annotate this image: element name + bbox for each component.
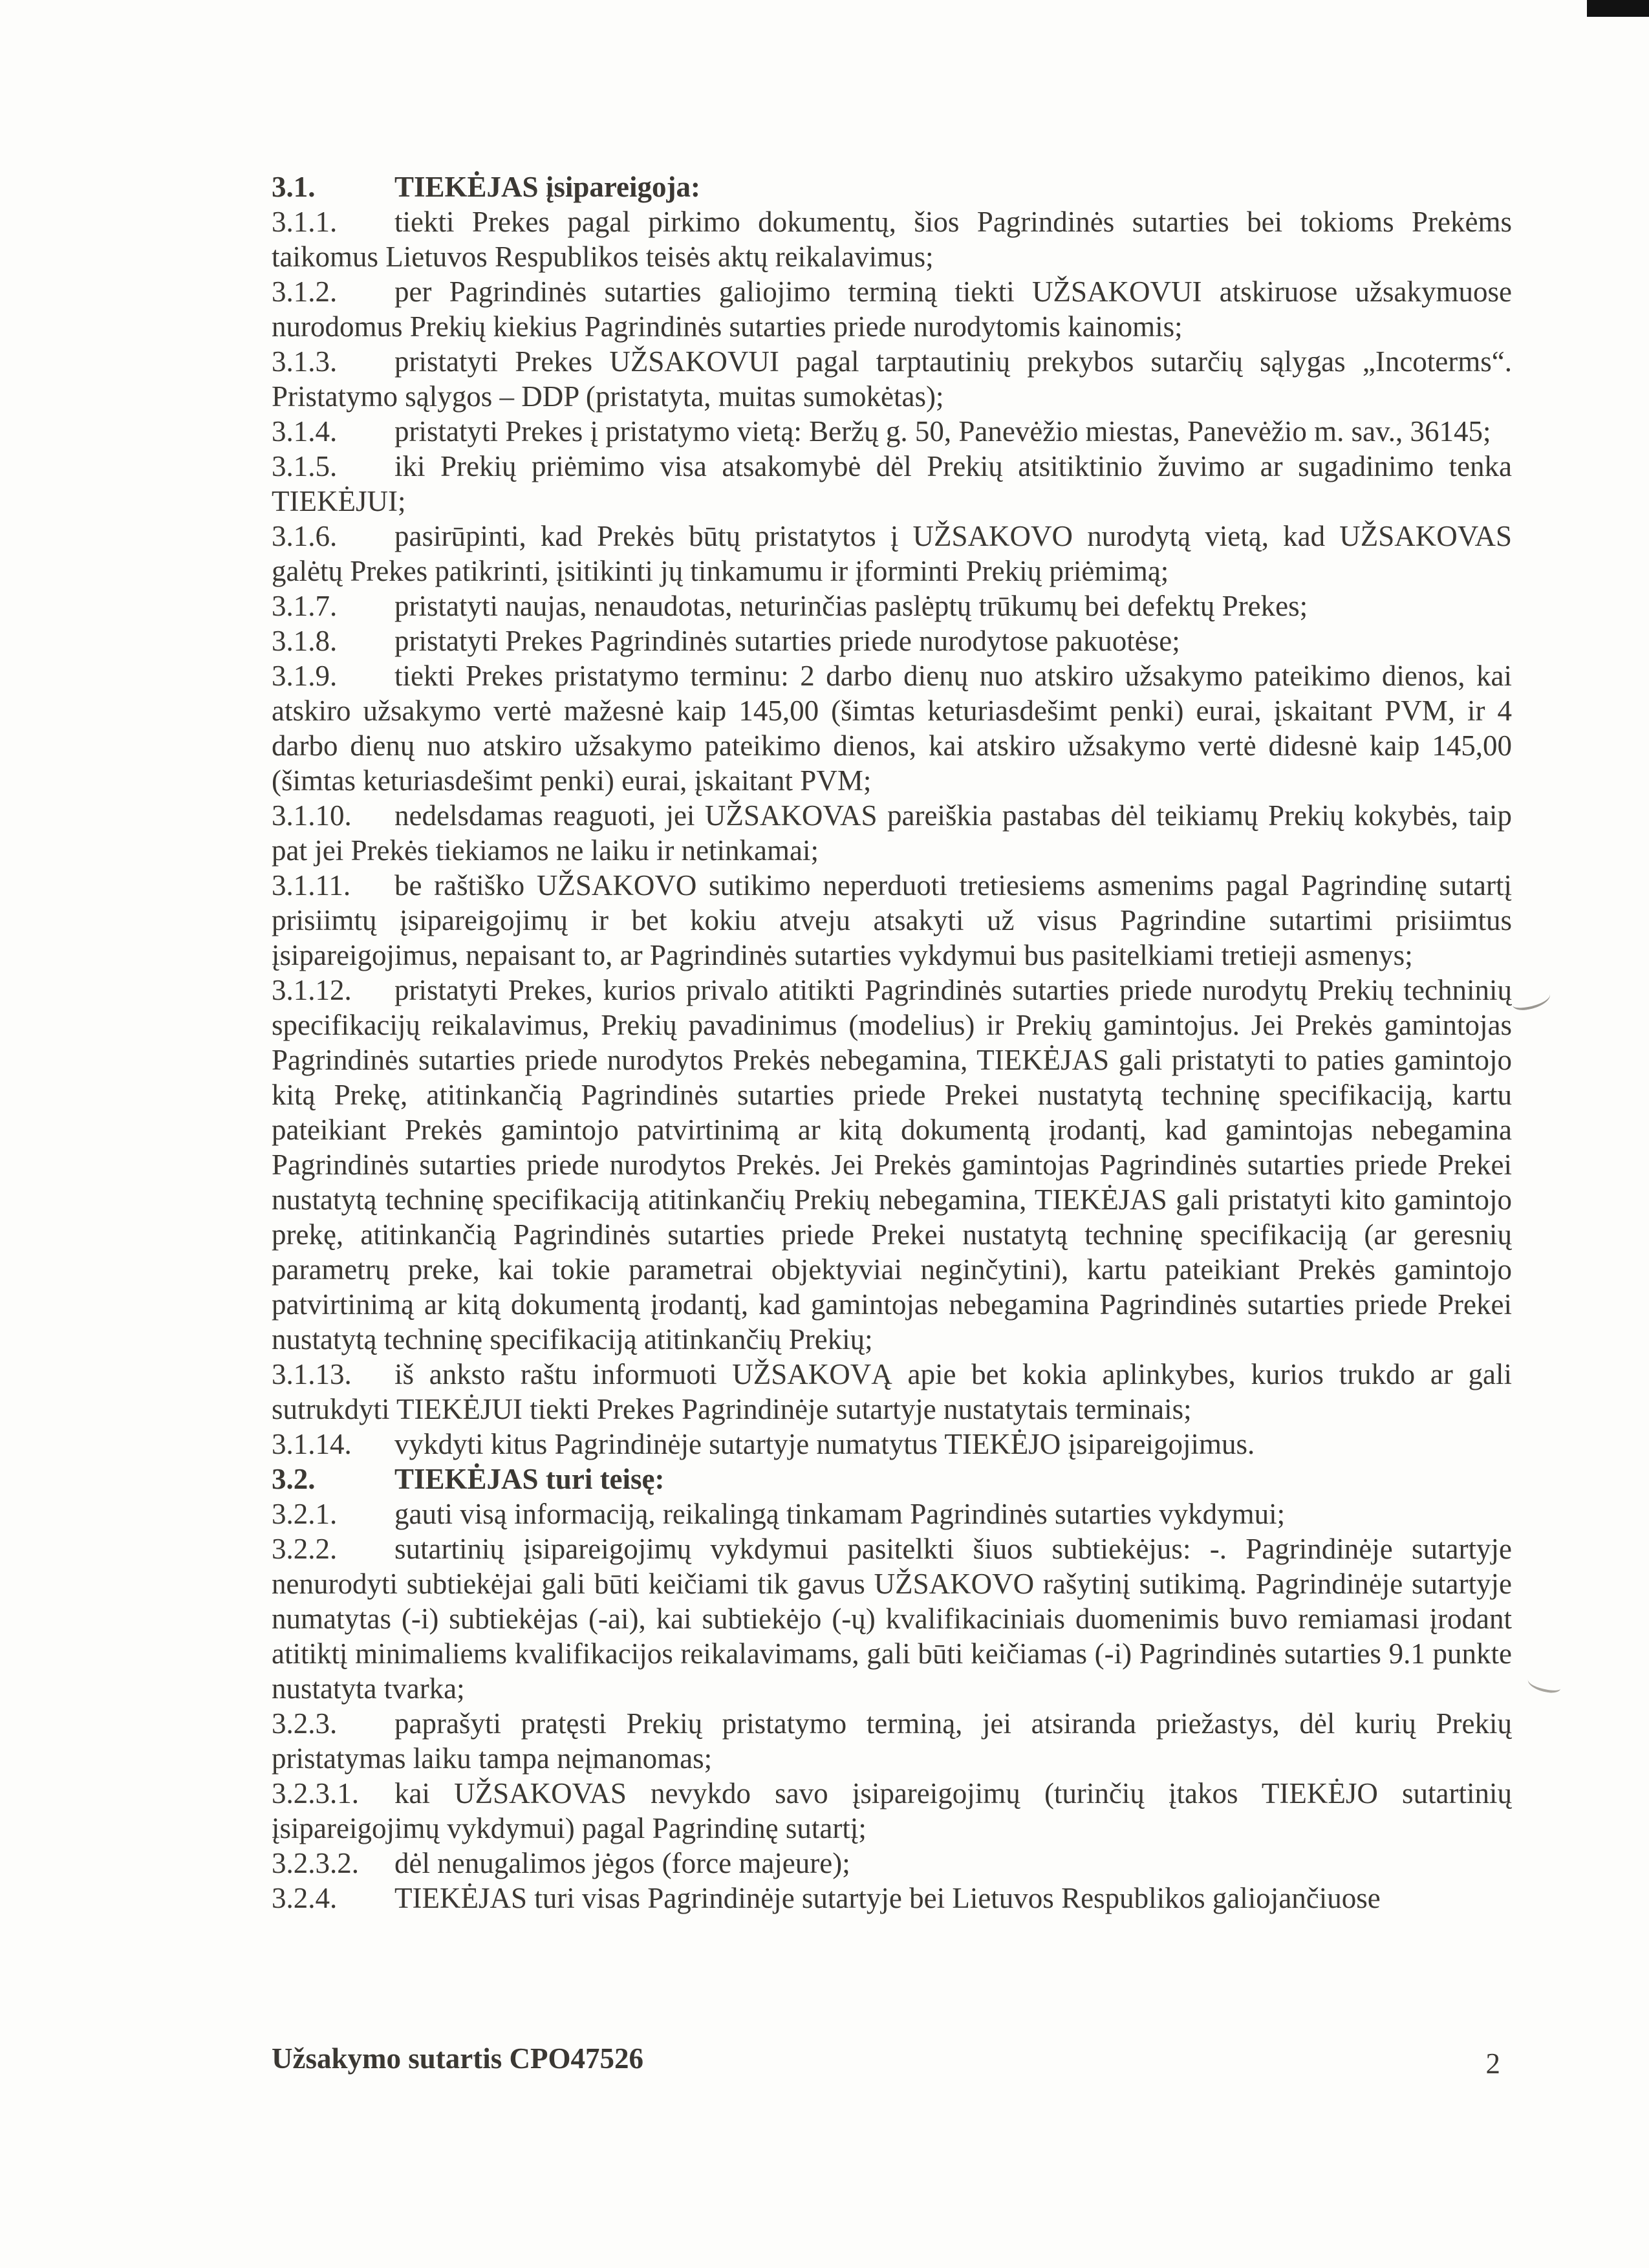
contract-clause-3-1-7: [272, 589, 1512, 623]
contract-body: [272, 169, 1512, 1916]
clause-number: 3.1.12.: [272, 974, 352, 1006]
contract-clause-3-1-8: [272, 623, 1512, 658]
clause-text: sutartinių įsipareigojimų vykdymui pasitelkti šiuos subtiekėjus: -. Pagrindinėje sutartyje nenurodyti subtiekėjai gali būti keičiami tik gavus UŽSAKOVO rašytinį sutikimą. Pagrindinėje sutartyje numatytas (-i) subtiekėjas (-ai), kai subtiekėjo (-ų) kvalifikaciniais duomenimis buvo remiamasi įrodant atitiktį minimaliems kvalifikacijos reikalavimams, gali būti keičiamas (-i) Pagrindinės sutarties 9.1 punkte nustatyta tvarka;: [272, 1533, 1512, 1705]
clause-text: pristatyti Prekes UŽSAKOVUI pagal tarptautinių prekybos sutarčių sąlygas „Incoterms“. Pristatymo sąlygos – DDP (pristatyta, muitas sumokėtas);: [272, 345, 1512, 413]
clause-text: TIEKĖJAS turi visas Pagrindinėje sutartyje bei Lietuvos Respublikos galiojančiuose: [394, 1882, 1381, 1914]
clause-number: 3.2.3.: [272, 1707, 338, 1740]
contract-clause-3-2-3-2: [272, 1846, 1512, 1881]
scan-noise-mark: [1526, 1674, 1562, 1694]
contract-clause-3-1-6: [272, 519, 1512, 589]
contract-clause-3-2: [272, 1462, 1512, 1496]
contract-clause-3-1-13: [272, 1357, 1512, 1427]
scan-artifact-corner-mark: [1587, 0, 1649, 17]
contract-clause-3-1-9: [272, 658, 1512, 798]
contract-clause-3-2-3: [272, 1706, 1512, 1776]
clause-number: 3.1.10.: [272, 799, 352, 832]
contract-clause-3-1-4: [272, 414, 1512, 449]
contract-clause-3-1-3: [272, 344, 1512, 414]
contract-clause-3-1: [272, 169, 1512, 204]
clause-text: pristatyti naujas, nenaudotas, neturinčias paslėptų trūkumų bei defektų Prekes;: [394, 590, 1308, 622]
clause-number: 3.2.: [272, 1463, 316, 1495]
contract-clause-3-1-11: [272, 868, 1512, 973]
clause-text: pristatyti Prekes, kurios privalo atitikti Pagrindinės sutarties priede nurodytų Prekių techninių specifikacijų reikalavimus, Prekių pavadinimus (modelius) ir Prekių gamintojus. Jei Prekės gamintojas Pagrindinės sutarties priede nurodytos Prekės nebegamina, TIEKĖJAS gali pristatyti to paties gamintojo kitą Prekę, atitinkančią Pagrindinės sutarties priede Prekei nustatytą techninę specifikaciją, kartu pateikiant Prekės gamintojo patvirtinimą ar kitą dokumentą įrodantį, kad gamintojas nebegamina Pagrindinės sutarties priede nurodytos Prekės. Jei Prekės gamintojas Pagrindinės sutarties priede Prekei nustatytą techninę specifikaciją atitinkančių Prekių nebegamina, TIEKĖJAS gali pristatyti kito gamintojo prekę, atitinkančią Pagrindinės sutarties priede Prekei nustatytą techninę specifikaciją (ar geresnių parametrų preke, kai tokie parametrai objektyviai neginčytini), kartu pateikiant Prekės gamintojo patvirtinimą ar kitą dokumentą įrodantį, kad gamintojas nebegamina Pagrindinės sutarties priede Prekei nustatytą techninę specifikaciją atitinkančių Prekių;: [272, 974, 1512, 1355]
contract-clause-3-2-1: [272, 1496, 1512, 1531]
clause-number: 3.2.4.: [272, 1882, 338, 1914]
clause-text: TIEKĖJAS įsipareigoja:: [394, 171, 700, 203]
contract-clause-3-1-2: [272, 274, 1512, 344]
clause-text: TIEKĖJAS turi teisę:: [394, 1463, 665, 1495]
scan-noise-mark: [1511, 988, 1552, 1012]
clause-number: 3.1.11.: [272, 869, 351, 902]
clause-number: 3.1.6.: [272, 520, 338, 552]
contract-clause-3-1-12: [272, 973, 1512, 1357]
clause-number: 3.1.14.: [272, 1428, 352, 1460]
clause-number: 3.1.4.: [272, 415, 338, 448]
clause-number: 3.1.5.: [272, 450, 338, 482]
clause-number: 3.2.3.2.: [272, 1847, 359, 1879]
clause-text: paprašyti pratęsti Prekių pristatymo terminą, jei atsiranda priežastys, dėl kurių Prekių pristatymas laiku tampa neįmanomas;: [272, 1707, 1512, 1775]
clause-text: per Pagrindinės sutarties galiojimo terminą tiekti UŽSAKOVUI atskiruose užsakymuose nurodomus Prekių kiekius Pagrindinės sutarties priede nurodytomis kainomis;: [272, 275, 1512, 343]
contract-clause-3-1-1: [272, 204, 1512, 274]
clause-number: 3.1.: [272, 171, 316, 203]
clause-text: tiekti Prekes pristatymo terminu: 2 darbo dienų nuo atskiro užsakymo pateikimo dienos, kai atskiro užsakymo vertė mažesnė kaip 145,00 (šimtas keturiasdešimt penki) eurai, įskaitant PVM, ir 4 darbo dienų nuo atskiro užsakymo pateikimo dienos, kai atskiro užsakymo vertė didesnė kaip 145,00 (šimtas keturiasdešimt penki) eurai, įskaitant PVM;: [272, 660, 1512, 797]
clause-text: nedelsdamas reaguoti, jei UŽSAKOVAS pareiškia pastabas dėl teikiamų Prekių kokybės, taip pat jei Prekės tiekiamos ne laiku ir netinkamai;: [272, 799, 1512, 867]
clause-text: kai UŽSAKOVAS nevykdo savo įsipareigojimų (turinčių įtakos TIEKĖJO sutartinių įsipareigojimų vykdymui) pagal Pagrindinę sutartį;: [272, 1777, 1512, 1844]
clause-text: gauti visą informaciją, reikalingą tinkamam Pagrindinės sutarties vykdymui;: [394, 1498, 1286, 1530]
clause-number: 3.2.3.1.: [272, 1777, 359, 1809]
clause-text: vykdyti kitus Pagrindinėje sutartyje numatytus TIEKĖJO įsipareigojimus.: [394, 1428, 1255, 1460]
clause-text: pristatyti Prekes Pagrindinės sutarties priede nurodytose pakuotėse;: [394, 625, 1180, 657]
clause-number: 3.2.2.: [272, 1533, 338, 1565]
footer-document-title: Užsakymo sutartis CPO47526: [272, 2042, 643, 2075]
contract-clause-3-2-3-1: [272, 1776, 1512, 1846]
page-number: 2: [1485, 2047, 1500, 2080]
clause-text: be raštiško UŽSAKOVO sutikimo neperduoti tretiesiems asmenims pagal Pagrindinę sutartį prisiimtų įsipareigojimų ir bet kokiu atveju atsakyti už visus Pagrindine sutartimi prisiimtus įsipareigojimus, nepaisant to, ar Pagrindinės sutarties vykdymui bus pasitelkiami tretieji asmenys;: [272, 869, 1512, 971]
clause-number: 3.1.1.: [272, 206, 338, 238]
clause-number: 3.1.8.: [272, 625, 338, 657]
clause-text: dėl nenugalimos jėgos (force majeure);: [394, 1847, 850, 1879]
contract-clause-3-1-10: [272, 798, 1512, 868]
clause-number: 3.1.13.: [272, 1358, 352, 1390]
contract-clause-3-2-4: [272, 1881, 1512, 1916]
clause-number: 3.1.7.: [272, 590, 338, 622]
clause-number: 3.1.3.: [272, 345, 338, 378]
clause-number: 3.1.9.: [272, 660, 338, 692]
clause-number: 3.2.1.: [272, 1498, 338, 1530]
clause-text: pristatyti Prekes į pristatymo vietą: Beržų g. 50, Panevėžio miestas, Panevėžio m. sav., 36145;: [394, 415, 1491, 448]
clause-text: iki Prekių priėmimo visa atsakomybė dėl Prekių atsitiktinio žuvimo ar sugadinimo tenka TIEKĖJUI;: [272, 450, 1512, 517]
clause-text: pasirūpinti, kad Prekės būtų pristatytos į UŽSAKOVO nurodytą vietą, kad UŽSAKOVAS galėtų Prekes patikrinti, įsitikinti jų tinkamumu ir įforminti Prekių priėmimą;: [272, 520, 1512, 587]
clause-number: 3.1.2.: [272, 275, 338, 308]
contract-clause-3-1-14: [272, 1427, 1512, 1462]
contract-clause-3-2-2: [272, 1531, 1512, 1706]
page-footer: [272, 2041, 1512, 2080]
contract-clause-3-1-5: [272, 449, 1512, 519]
clause-text: tiekti Prekes pagal pirkimo dokumentų, šios Pagrindinės sutarties bei tokioms Prekėms taikomus Lietuvos Respublikos teisės aktų reikalavimus;: [272, 206, 1512, 273]
clause-text: iš anksto raštu informuoti UŽSAKOVĄ apie bet kokia aplinkybes, kurios trukdo ar gali sutrukdyti TIEKĖJUI tiekti Prekes Pagrindinėje sutartyje nustatytais terminais;: [272, 1358, 1512, 1425]
